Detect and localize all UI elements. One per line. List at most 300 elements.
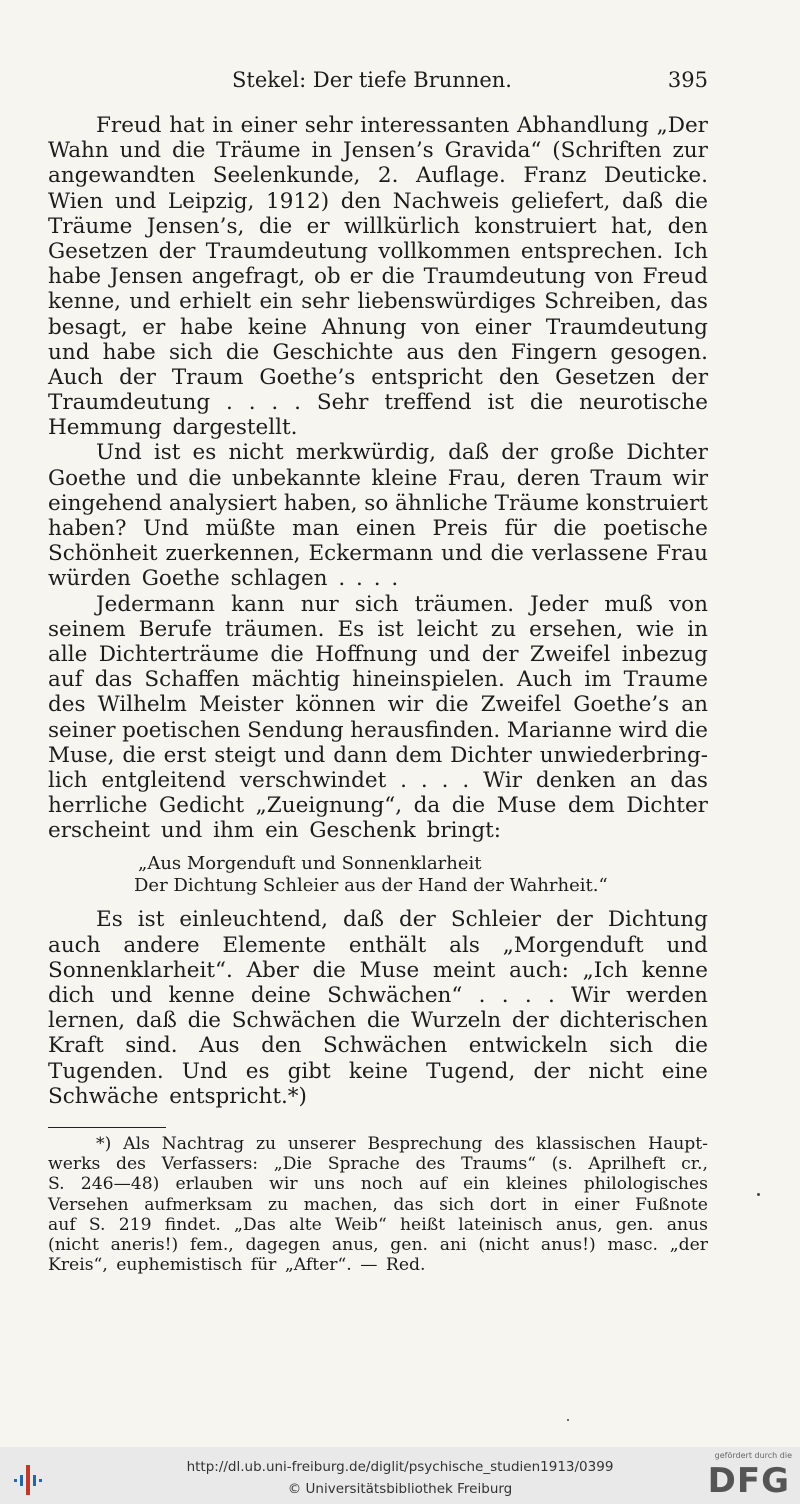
word: Weib“ (335, 1214, 387, 1235)
word: Frau (656, 541, 708, 567)
word: aneris!) (110, 1234, 179, 1255)
word: die (490, 541, 524, 567)
scan-speck (757, 1193, 760, 1196)
word: und (283, 742, 326, 768)
word: Schönheit (48, 541, 158, 567)
word: habe (102, 339, 156, 365)
word: Freud (96, 113, 162, 138)
word: den (261, 1033, 302, 1059)
word: Goethe (48, 465, 127, 491)
word: *) (96, 1133, 112, 1154)
word: verlassene (531, 541, 649, 567)
word: keine (247, 314, 308, 340)
word: ist (377, 616, 404, 642)
word: und (119, 138, 162, 164)
text-line (48, 289, 708, 314)
word: Eckermann (308, 541, 434, 567)
word: (s. (551, 1154, 573, 1175)
word: „Morgenduft (502, 932, 644, 958)
word: „Der (656, 113, 708, 138)
word: lernen, (48, 1008, 126, 1034)
word: ein (462, 1174, 490, 1195)
word: ist (137, 907, 165, 933)
word: der (481, 641, 519, 667)
word: Dichterträume (98, 641, 260, 667)
word: anus, (555, 1214, 603, 1235)
word: Gesetzen (555, 364, 656, 390)
word: daß (135, 1008, 177, 1034)
word: der (533, 1058, 571, 1084)
word: Schwächen (322, 1033, 448, 1059)
poem-quote (134, 853, 708, 897)
word: „Die (273, 1154, 313, 1175)
word: Schreiben, (544, 289, 662, 315)
word: Träume (494, 490, 580, 516)
text-line (48, 541, 708, 566)
word: Schaffen (144, 667, 240, 693)
paragraph-4 (48, 907, 708, 1109)
footnote-line (48, 1134, 708, 1154)
word: des (494, 1133, 525, 1154)
word: ist (487, 390, 514, 416)
word: daß (448, 440, 490, 466)
word: große (550, 440, 615, 466)
word: . (248, 390, 256, 416)
text-line (48, 214, 708, 239)
text-line (48, 793, 708, 818)
word: da (413, 793, 441, 819)
text-line (48, 983, 708, 1008)
word: Wien (48, 188, 104, 214)
word: daß (622, 188, 663, 214)
word: dem (567, 793, 615, 819)
word: herrliche (48, 793, 148, 819)
word: Wir (483, 767, 522, 793)
word: deine (250, 983, 311, 1008)
word: sich (168, 339, 213, 365)
word: der (511, 1008, 549, 1034)
word: träumen. (225, 616, 325, 642)
word: auch (48, 932, 101, 958)
footnote-line (48, 1195, 708, 1215)
word: alte (288, 1214, 322, 1235)
word: kenne (641, 957, 708, 983)
word: Traumdeutung (48, 390, 211, 416)
word: . (225, 390, 233, 416)
word: die (188, 465, 222, 491)
word: sich (354, 591, 399, 617)
word: der (399, 907, 436, 933)
word: Besprechung (367, 1133, 483, 1154)
word: die (553, 516, 587, 541)
text-line (48, 239, 708, 264)
word: interessanten (360, 113, 510, 138)
word: . (524, 983, 532, 1008)
word: von (594, 264, 634, 290)
footnote-line (48, 1215, 708, 1235)
word: kenne (168, 983, 235, 1008)
word: sich (609, 1033, 654, 1059)
word: Träume (48, 213, 133, 239)
word: Seelenkunde, (212, 163, 361, 189)
word: Und (96, 440, 142, 466)
word: Freud (642, 264, 708, 290)
text-line (48, 1033, 708, 1058)
word: einleuchtend, (179, 907, 328, 933)
word: 2. (377, 163, 399, 189)
word: gen. (615, 1214, 654, 1235)
word: gesogen. (610, 339, 708, 365)
word: für (504, 516, 537, 541)
word: die (674, 1033, 708, 1059)
word: die (225, 339, 260, 365)
word: und (441, 541, 483, 567)
word: die (312, 957, 346, 983)
word: ähnliche (395, 490, 488, 516)
word: Dichter (450, 742, 532, 768)
word: steigt (214, 742, 276, 768)
word: Traums“ (461, 1154, 537, 1175)
word: eine (661, 1058, 708, 1084)
word: und (129, 289, 171, 315)
text-line: würden Goethe schlagen . . . . (48, 566, 399, 592)
word: ersehen, (529, 616, 624, 642)
word: . (294, 390, 301, 416)
word: einer (474, 314, 532, 340)
body-text (48, 113, 708, 1275)
text-line (48, 440, 708, 465)
word: 246—48) (80, 1174, 160, 1195)
word: treffend (384, 390, 472, 416)
text-line (48, 718, 708, 743)
footnote-rule (48, 1127, 166, 1128)
word: „Zueignung“, (255, 793, 403, 819)
word: willkürlich (344, 213, 460, 239)
word: und (114, 188, 157, 214)
word: uns (313, 1174, 345, 1195)
word: erlauben (175, 1174, 253, 1195)
word: dann (333, 742, 388, 768)
word: anus, (331, 1234, 379, 1255)
word: man (292, 516, 340, 541)
word: des (115, 1154, 146, 1175)
word: kann (231, 591, 285, 617)
word: wir (672, 465, 708, 491)
word: einen (355, 516, 416, 541)
word: den (457, 339, 498, 365)
word: Jensen’s, (146, 213, 245, 239)
word: 1912) (266, 188, 330, 214)
word: die (187, 1008, 221, 1034)
word: poetische (603, 516, 708, 541)
word: zu (255, 1133, 277, 1154)
word: Schleier (450, 907, 541, 933)
word: konstruiert (474, 213, 597, 239)
word: Traumdeutung (205, 238, 368, 264)
word: entsprechen. (520, 238, 664, 264)
word: sich (439, 1194, 475, 1215)
word: lich (48, 767, 88, 793)
word: sind. (125, 1033, 178, 1059)
word: Tugenden. (48, 1058, 164, 1084)
word: alle (48, 641, 88, 667)
word: herausfinden. (350, 717, 501, 743)
word: „der (669, 1234, 708, 1255)
text-line (48, 667, 708, 692)
word: . (271, 390, 279, 416)
word: Dichter (626, 440, 708, 466)
word: die (674, 188, 708, 214)
word: das (94, 667, 133, 693)
word: entgleitend (101, 767, 226, 793)
footnote-line: Kreis“, euphemistisch für „After“. — Red. (48, 1255, 426, 1276)
word: die (258, 213, 293, 239)
word: einer (574, 1194, 620, 1215)
text-line (48, 365, 708, 390)
word: lateinisch (458, 1214, 543, 1235)
word: Fußnote (634, 1194, 708, 1215)
word: (nicht (478, 1234, 530, 1255)
text-line (48, 264, 708, 289)
footnote-line (48, 1235, 708, 1255)
word: die (171, 138, 206, 164)
word: nicht (588, 1058, 644, 1084)
word: gibt (287, 1058, 331, 1084)
page-number: 395 (667, 68, 708, 92)
word: in (212, 113, 233, 138)
text-line (48, 907, 708, 932)
word: die (529, 390, 564, 416)
word: wir (387, 692, 424, 718)
word: fem., (189, 1234, 234, 1255)
word: den (498, 364, 540, 390)
text-line (48, 617, 708, 642)
word: cr., (681, 1154, 708, 1175)
word: an (681, 692, 708, 718)
text-line (48, 163, 708, 188)
word: Und (143, 516, 189, 541)
word: entwickeln (468, 1033, 588, 1059)
word: ani (439, 1234, 467, 1255)
word: die (451, 793, 486, 819)
word: unwiederbring- (539, 742, 708, 768)
word: der (556, 907, 593, 933)
word: dort (489, 1194, 527, 1215)
word: hat, (610, 213, 654, 239)
word: Deuticke. (604, 163, 708, 189)
word: masc. (607, 1234, 658, 1255)
word: der (158, 238, 196, 264)
word: daß (343, 907, 384, 933)
word: des (415, 1154, 446, 1175)
word: Traumdeutung (423, 264, 586, 290)
word: vollkommen (378, 238, 511, 264)
text-line (48, 516, 708, 541)
word: Versehen (48, 1194, 129, 1215)
word: keine (348, 1058, 409, 1084)
word: Sendung (247, 717, 344, 743)
text-line (48, 592, 708, 617)
running-head (48, 68, 708, 96)
word: unserer (287, 1133, 356, 1154)
word: Verfassers: (161, 1154, 259, 1175)
word: zu (490, 616, 517, 642)
word: sehr (304, 113, 353, 138)
word: deren (516, 465, 581, 491)
word: Wurzeln (410, 1008, 502, 1034)
word: habe (179, 314, 234, 340)
word: Aprilheft (588, 1154, 666, 1175)
text-line (48, 491, 708, 516)
word: anus (666, 1214, 708, 1235)
word: meint (432, 957, 496, 983)
word: als (449, 932, 480, 958)
word: haben, (283, 490, 358, 516)
word: Leipzig, (167, 188, 255, 214)
word: poetischen (122, 717, 241, 743)
word: Goethe’s (573, 692, 670, 718)
word: die (366, 1008, 401, 1034)
word: Geschichte (272, 339, 394, 365)
word: Aus (199, 1033, 240, 1059)
word: . (400, 767, 407, 793)
word: Auch (516, 667, 573, 693)
word: Jeder (530, 591, 589, 617)
word: der (501, 440, 538, 466)
word: werks (48, 1154, 101, 1175)
word: Gedicht (159, 793, 245, 819)
word: Wilhelm (97, 692, 187, 718)
word: angewandten (48, 163, 196, 189)
word: Fingern (510, 339, 598, 365)
scan-speck (567, 1419, 569, 1421)
word: kenne, (48, 289, 122, 315)
word: leicht (416, 616, 478, 642)
text-line (48, 1008, 708, 1033)
word: und (110, 983, 153, 1008)
word: Und (181, 1058, 228, 1084)
word: Franz (523, 163, 587, 189)
word: Muse, (48, 742, 115, 768)
word: Sonnenklarheit“. (48, 957, 233, 983)
word: nicht (228, 440, 284, 466)
word: . (441, 767, 449, 793)
word: den (667, 213, 708, 239)
viewer-footer-bar (0, 1447, 800, 1504)
word: Es (96, 907, 123, 933)
text-line (48, 1059, 708, 1084)
word: das (670, 289, 708, 315)
word: nur (300, 591, 339, 617)
word: entspricht (371, 364, 483, 390)
word: habe (48, 264, 102, 290)
text-line (48, 189, 708, 214)
word: Auflage. (415, 163, 506, 189)
word: konstruiert (585, 490, 708, 516)
word: Frau, (447, 465, 507, 491)
word: Meister (198, 692, 284, 718)
word: Zweifel (529, 641, 611, 667)
running-title: Stekel: Der tiefe Brunnen. (232, 68, 512, 92)
word: Abhandlung (516, 113, 649, 138)
word: „Ich (582, 957, 629, 983)
text-line (48, 315, 708, 340)
word: Haupt- (647, 1133, 708, 1154)
word: Gravida“ (444, 138, 542, 164)
word: ob (313, 264, 341, 290)
text-line (48, 743, 708, 768)
word: das (393, 1194, 424, 1215)
word: Muse (496, 793, 557, 819)
word: an (629, 767, 657, 793)
word: S. (88, 1214, 106, 1235)
text-line: Schwäche entspricht.*) (48, 1083, 307, 1109)
word: angefragt, (191, 264, 306, 290)
word: seiner (48, 717, 116, 743)
word: zuerkennen, (165, 541, 301, 567)
word: Jensen (110, 264, 183, 290)
word: findet. (164, 1214, 221, 1235)
word: träumen. (414, 591, 515, 617)
word: 219 (118, 1214, 152, 1235)
word: aufmerksam (144, 1194, 253, 1215)
paragraph-2 (48, 440, 708, 591)
word: andere (123, 932, 200, 958)
word: muß (604, 591, 653, 617)
dfg-logo[interactable] (706, 1451, 792, 1501)
word: philologisches (583, 1174, 708, 1195)
word: erhielt (179, 289, 252, 315)
word: Es (337, 616, 365, 642)
word: mächtig (251, 667, 341, 693)
word: machen, (303, 1194, 378, 1215)
word: sehr (301, 289, 350, 315)
word: neurotische (579, 390, 708, 416)
word: dem (395, 742, 443, 768)
word: ist (153, 440, 181, 466)
word: dagegen (245, 1234, 321, 1255)
word: und (666, 932, 708, 958)
text-line (48, 933, 708, 958)
word: wird (618, 717, 668, 743)
word: aus (406, 339, 445, 365)
word: unbekannte (231, 465, 361, 491)
word: klassischen (536, 1133, 637, 1154)
word: können (295, 692, 376, 718)
word: der (671, 364, 708, 390)
word: Wahn (48, 138, 109, 164)
footnote (48, 1134, 708, 1275)
word: Tugend, (426, 1058, 516, 1084)
word: heißt (399, 1214, 446, 1235)
word: Goethe’s (259, 364, 356, 390)
word: . (547, 983, 555, 1008)
word: kleines (505, 1174, 568, 1195)
word: Ich (673, 238, 708, 264)
permalink-url[interactable]: http://dl.ub.uni-freiburg.de/diglit/psychische_studien1913/0399 (186, 1459, 614, 1475)
word: (nicht (48, 1234, 99, 1255)
word: kleine (371, 465, 438, 491)
word: Traum (171, 364, 244, 390)
word: Sprache (327, 1154, 400, 1175)
word: zur (672, 138, 708, 164)
word: in (311, 138, 333, 164)
text-line: Hemmung dargestellt. (48, 415, 298, 441)
dfg-funding-text: gefördert durch die (714, 1451, 792, 1460)
word: müßte (205, 516, 276, 541)
word: analysiert (168, 490, 277, 516)
word: Wir (571, 983, 610, 1008)
